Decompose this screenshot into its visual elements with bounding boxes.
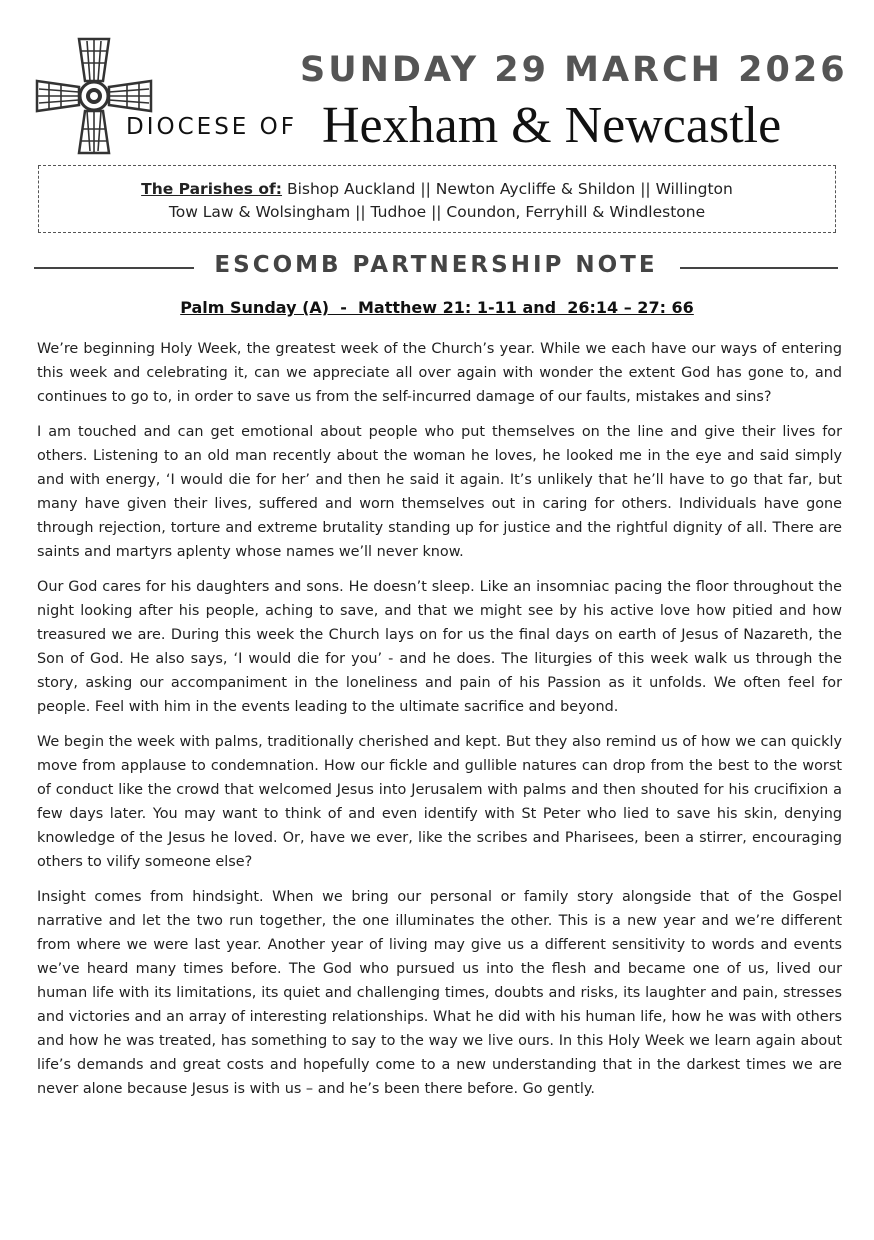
- parishes-line-1: Bishop Auckland || Newton Aycliffe & Shildon || Willington: [282, 180, 733, 198]
- paragraph-5: Insight comes from hindsight. When we bring our personal or family story alongside that of the Gospel narrative and let the two run together, the one illuminates the other. This is a new year and we’re different from where we were last year. Another year of living may give us a different sensitivity to words and events we’ve heard many times before. The God who pursued us into the flesh and became one of us, lived our human life with its limitations, its quiet and challenging times, doubts and risks, its laughter and pain, stresses and victories and an array of interesting relationships. What he did with his human life, how he was with others and how he was treated, has something to say to the way we live ours. In this Holy Week we learn again about life’s demands and great costs and hopefully come to a new understanding that in the darkest times we are never alone because Jesus is with us – and he’s been there before. Go gently.: [37, 889, 842, 1097]
- parishes-box: [38, 165, 836, 233]
- heading-rule-right: [680, 267, 838, 269]
- page-date: SUNDAY 29 MARCH 2026: [300, 50, 848, 90]
- paragraph-4: We begin the week with palms, traditionally cherished and kept. But they also remind us of how we can quickly move from applause to condemnation. How our fickle and gullible natures can drop from the best to the worst of conduct like the crowd that welcomed Jesus into Jerusalem with palms and then shouted for his crucifixion a few days later. You may want to think of and even identify with St Peter who lied to save his skin, denying knowledge of the Jesus he loved. Or, have we ever, like the scribes and Pharisees, been a stirrer, encouraging others to vilify someone else?: [37, 734, 842, 870]
- parishes-line-2: Tow Law & Wolsingham || Tudhoe || Coundon, Ferryhill & Windlestone: [168, 203, 706, 221]
- diocese-of-label: DIOCESE OF: [126, 114, 297, 140]
- note-body: [37, 337, 842, 1112]
- paragraph-2: I am touched and can get emotional about people who put themselves on the line and give their lives for others. Listening to an old man recently about the woman he loves, he looked me in the eye and said simply and with energy, ‘I would die for her’ and then he said it again. It’s unlikely that he’ll have to go that far, but many have given their lives, suffered and worn themselves out in caring for others. Individuals have gone through rejection, torture and extreme brutality standing up for justice and the rightful dignity of all. There are saints and martyrs aplenty whose names we’ll never know.: [37, 424, 842, 560]
- parishes-label: The Parishes of:: [141, 180, 283, 198]
- gospel-reading: Palm Sunday (A) - Matthew 21: 1-11 and 26:14 – 27: 66: [180, 298, 694, 317]
- parishes-list: [38, 178, 836, 224]
- diocese-name: Hexham & Newcastle: [322, 97, 782, 154]
- note-title: ESCOMB PARTNERSHIP NOTE: [214, 252, 658, 278]
- paragraph-3: Our God cares for his daughters and sons. He doesn’t sleep. Like an insomniac pacing the floor throughout the night looking after his people, aching to save, and that we might see by his active love how pitied and how treasured we are. During this week the Church lays on for us the final days on earth of Jesus of Nazareth, the Son of God. He also says, ‘I would die for you’ - and he does. The liturgies of this week walk us through the story, asking our accompaniment in the loneliness and pain of his Passion as it unfolds. We often feel for people. Feel with him in the events leading to the ultimate sacrifice and beyond.: [37, 579, 842, 715]
- note-heading: [34, 252, 838, 284]
- paragraph-1: We’re beginning Holy Week, the greatest week of the Church’s year. While we each have our ways of entering this week and celebrating it, can we appreciate all over again with wonder the extent God has gone to, and continues to go to, in order to save us from the self-incurred damage of our faults, mistakes and sins?: [37, 341, 842, 405]
